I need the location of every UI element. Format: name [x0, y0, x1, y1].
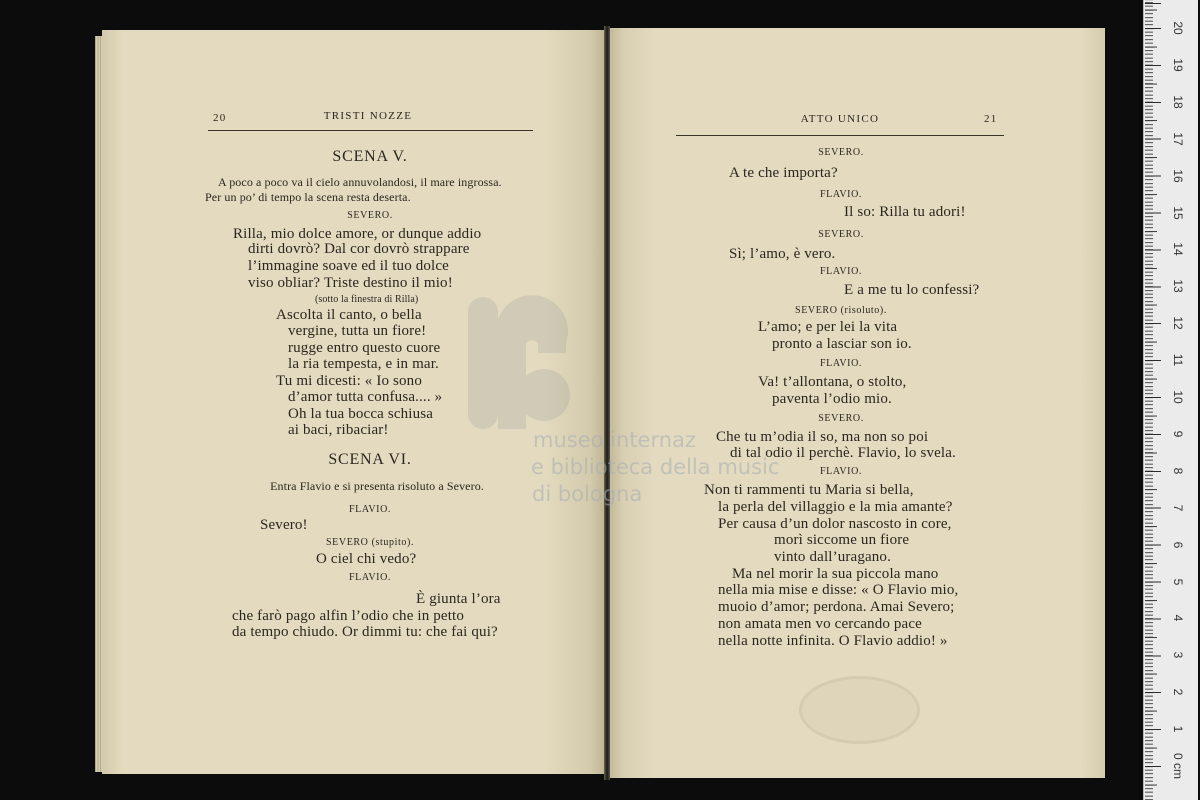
scene-heading: SCENA V.: [332, 148, 408, 165]
verse-line: muoio d’amor; perdona. Amai Severo;: [718, 599, 955, 615]
verse-line: Il so: Rilla tu adori!: [844, 204, 966, 220]
stage-direction: A poco a poco va il cielo annuvolandosi, il mare ingrossa.: [218, 175, 502, 189]
ruler-label: 12: [1171, 316, 1185, 330]
verse-line: vinto dall’uragano.: [774, 549, 891, 565]
scene-heading: SCENA VI.: [328, 451, 412, 468]
speaker-name: SEVERO.: [347, 210, 393, 221]
page-number: 20: [213, 112, 227, 124]
verse-line: Tu mi dicesti: « Io sono: [276, 373, 422, 389]
verse-line: d’amor tutta confusa.... »: [288, 389, 443, 405]
right-page: [609, 28, 1105, 778]
stage-direction: Entra Flavio e si presenta risoluto a Severo.: [270, 479, 484, 493]
ruler-label: 7: [1171, 504, 1185, 512]
speaker-name: SEVERO.: [818, 229, 864, 240]
ruler-label: 8: [1171, 467, 1185, 475]
header-rule: [208, 130, 533, 131]
watermark-text: di bologna: [532, 482, 643, 506]
verse-line: dirti dovrò? Dal cor dovrò strappare: [248, 241, 470, 257]
speaker-name: FLAVIO.: [819, 466, 863, 477]
verse-line: È giunta l’ora: [416, 591, 501, 607]
ruler-label: 9: [1171, 430, 1185, 438]
verse-line: Ascolta il canto, o bella: [276, 307, 422, 323]
ruler-label: 2: [1171, 688, 1185, 696]
verse-line: pronto a lasciar son io.: [772, 336, 912, 352]
ruler-label: 19: [1171, 58, 1185, 72]
speaker-name: SEVERO (stupito).: [326, 537, 414, 548]
verse-line: vergine, tutta un fiore!: [288, 323, 427, 339]
ruler-label: 15: [1171, 206, 1185, 220]
verse-line: Per causa d’un dolor nascosto in core,: [718, 516, 952, 532]
speaker-name: SEVERO.: [818, 413, 864, 424]
verse-line: ai baci, ribaciar!: [288, 422, 389, 438]
speaker-name: FLAVIO.: [819, 266, 863, 277]
speaker-name: FLAVIO.: [819, 358, 863, 369]
verse-line: la perla del villaggio e la mia amante?: [718, 499, 953, 515]
speaker-name: SEVERO.: [818, 147, 864, 158]
verse-line: morì siccome un fiore: [774, 532, 910, 548]
ruler-label: 6: [1171, 541, 1185, 549]
running-head: ATTO UNICO: [800, 113, 880, 125]
verse-line: che farò pago alfin l’odio che in petto: [232, 608, 465, 624]
speaker-name: SEVERO (risoluto).: [795, 305, 887, 316]
verse-line: rugge entro questo cuore: [288, 340, 441, 356]
ruler-label: 11: [1171, 353, 1185, 367]
left-page: [102, 30, 605, 774]
verse-line: da tempo chiudo. Or dimmi tu: che fai qui?: [232, 624, 498, 640]
verse-line: A te che importa?: [729, 165, 838, 181]
bleed-through-stamp: [799, 676, 920, 744]
ruler-cm-ticks: [1145, 0, 1161, 800]
book-gutter: [604, 26, 610, 780]
verse-line: paventa l’odio mio.: [772, 391, 892, 407]
ruler-label: 0 cm: [1171, 752, 1185, 779]
verse-line: E a me tu lo confessi?: [844, 282, 980, 298]
verse-line: Oh la tua bocca schiusa: [288, 406, 434, 422]
verse-line: nella mia mise e disse: « O Flavio mio,: [718, 582, 959, 598]
ruler-label: 14: [1171, 242, 1185, 256]
verse-line: Non ti rammenti tu Maria si bella,: [704, 482, 914, 498]
ruler-label: 17: [1171, 132, 1185, 146]
stage-direction: Per un po’ di tempo la scena resta deserta.: [205, 190, 411, 204]
watermark-text: e biblioteca della music: [531, 455, 780, 479]
verse-line: Va! t’allontana, o stolto,: [758, 374, 907, 390]
ruler-label: 18: [1171, 95, 1185, 109]
verse-line: Che tu m’odia il so, ma non so poi: [716, 429, 929, 445]
speaker-name: FLAVIO.: [348, 504, 392, 515]
page-number: 21: [984, 113, 998, 125]
verse-line: O ciel chi vedo?: [316, 551, 417, 567]
speaker-name: FLAVIO.: [348, 572, 392, 583]
header-rule: [676, 135, 1004, 136]
verse-line: Rilla, mio dolce amore, or dunque addio: [233, 226, 482, 242]
verse-line: L’amo; e per lei la vita: [758, 319, 898, 335]
verse-line: non amata men vo cercando pace: [718, 616, 922, 632]
watermark-text: museo internaz: [533, 428, 696, 452]
verse-line: l’immagine soave ed il tuo dolce: [248, 258, 449, 274]
running-head: TRISTI NOZZE: [323, 110, 413, 122]
speaker-name: FLAVIO.: [819, 189, 863, 200]
stage-note: (sotto la finestra di Rilla): [315, 294, 419, 305]
ruler-label: 20: [1171, 21, 1185, 35]
verse-line: viso obliar? Triste destino il mio!: [248, 275, 453, 291]
ruler-label: 4: [1171, 614, 1185, 622]
verse-line: Ma nel morir la sua piccola mano: [732, 566, 939, 582]
ruler-label: 10: [1171, 390, 1185, 404]
ruler-label: 5: [1171, 578, 1185, 586]
ruler-label: 1: [1171, 725, 1185, 733]
verse-line: nella notte infinita. O Flavio addio! »: [718, 633, 948, 649]
ruler-label: 16: [1171, 169, 1185, 183]
verse-line: la ria tempesta, e in mar.: [288, 356, 439, 372]
verse-line: Sì; l’amo, è vero.: [729, 246, 836, 262]
ruler-label: 13: [1171, 279, 1185, 293]
verse-line: Severo!: [260, 517, 308, 533]
verse-line: di tal odio il perchè. Flavio, lo svela.: [730, 445, 956, 461]
ruler-label: 3: [1171, 651, 1185, 659]
